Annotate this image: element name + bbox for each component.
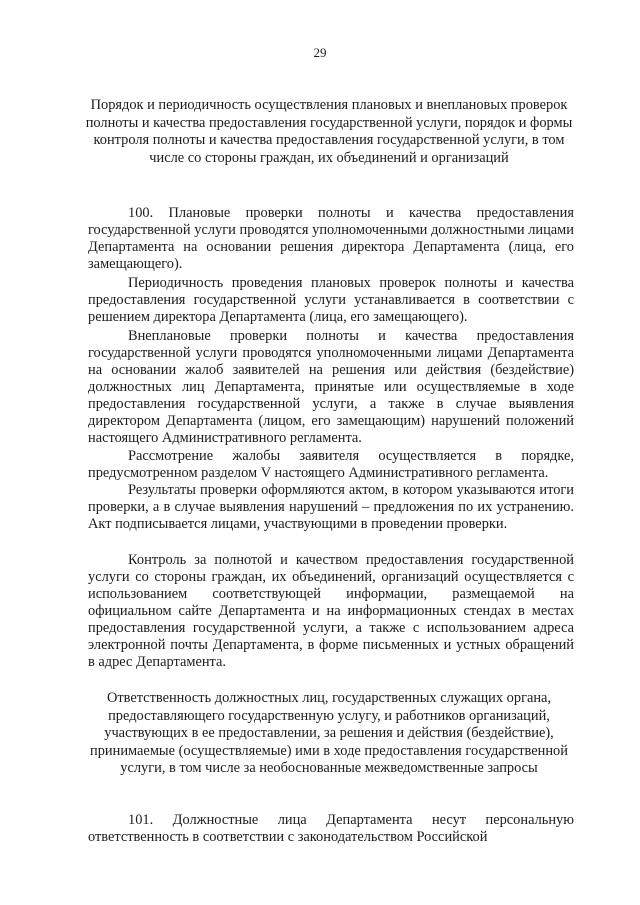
paragraph-complaint-review: Рассмотрение жалобы заявителя осуществляется в порядке, предусмотренном разделом V настоящего Административного регламента. bbox=[88, 448, 574, 481]
paragraph-unscheduled-inspections: Внеплановые проверки полноты и качества предоставления государственной услуги проводятся уполномоченными лицами Департамента на основании жалоб заявителей на решения или действия (бездействие) должностных лиц Департамента, принятые или осуществляемые в ходе предоставления государственной услуги, а также в случае выявления директором Департамента (лицом, его замещающим) нарушений положений настоящего Административного регламента. bbox=[88, 328, 574, 446]
paragraph-inspection-results: Результаты проверки оформляются актом, в котором указываются итоги проверки, а в случае выявления нарушений – предложения по их устранению. Акт подписывается лицами, участвующими в проведении проверки. bbox=[88, 482, 574, 532]
paragraph-100: 100. Плановые проверки полноты и качества предоставления государственной услуги проводятся уполномоченными должностными лицами Департамента на основании решения директора Департамента (лица, его замещающего). bbox=[88, 205, 574, 272]
section-heading-inspections: Порядок и периодичность осуществления плановых и внеплановых проверок полноты и качества предоставления государственной услуги, порядок и формы контроля полноты и качества предоставления государственной услуги, в том числе со стороны граждан, их объединений и организаций bbox=[85, 97, 573, 166]
paragraph-101: 101. Должностные лица Департамента несут персональную ответственность в соответствии с законодательством Российской bbox=[88, 812, 574, 845]
paragraph-periodicity: Периодичность проведения плановых проверок полноты и качества предоставления государственной услуги устанавливается в соответствии с решением директора Департамента (лица, его замещающего). bbox=[88, 275, 574, 325]
section-heading-responsibility: Ответственность должностных лиц, государственных служащих органа, предоставляющего государственную услугу, и работников организаций, участвующих в ее предоставлении, за решения и действия (бездействие), принимаемые (осуществляемые) ими в ходе предоставления государственной услуги, в том числе за необоснованные межведомственные запросы bbox=[90, 690, 568, 776]
page-number: 29 bbox=[313, 45, 327, 60]
paragraph-public-control: Контроль за полнотой и качеством предоставления государственной услуги со стороны граждан, их объединений, организаций осуществляется с использованием соответствующей информации, размещаемой на официальном сайте Департамента и на информационных стендах в местах предоставления государственной услуги, а также с использованием адреса электронной почты Департамента, в форме письменных и устных обращений в адрес Департамента. bbox=[88, 552, 574, 670]
